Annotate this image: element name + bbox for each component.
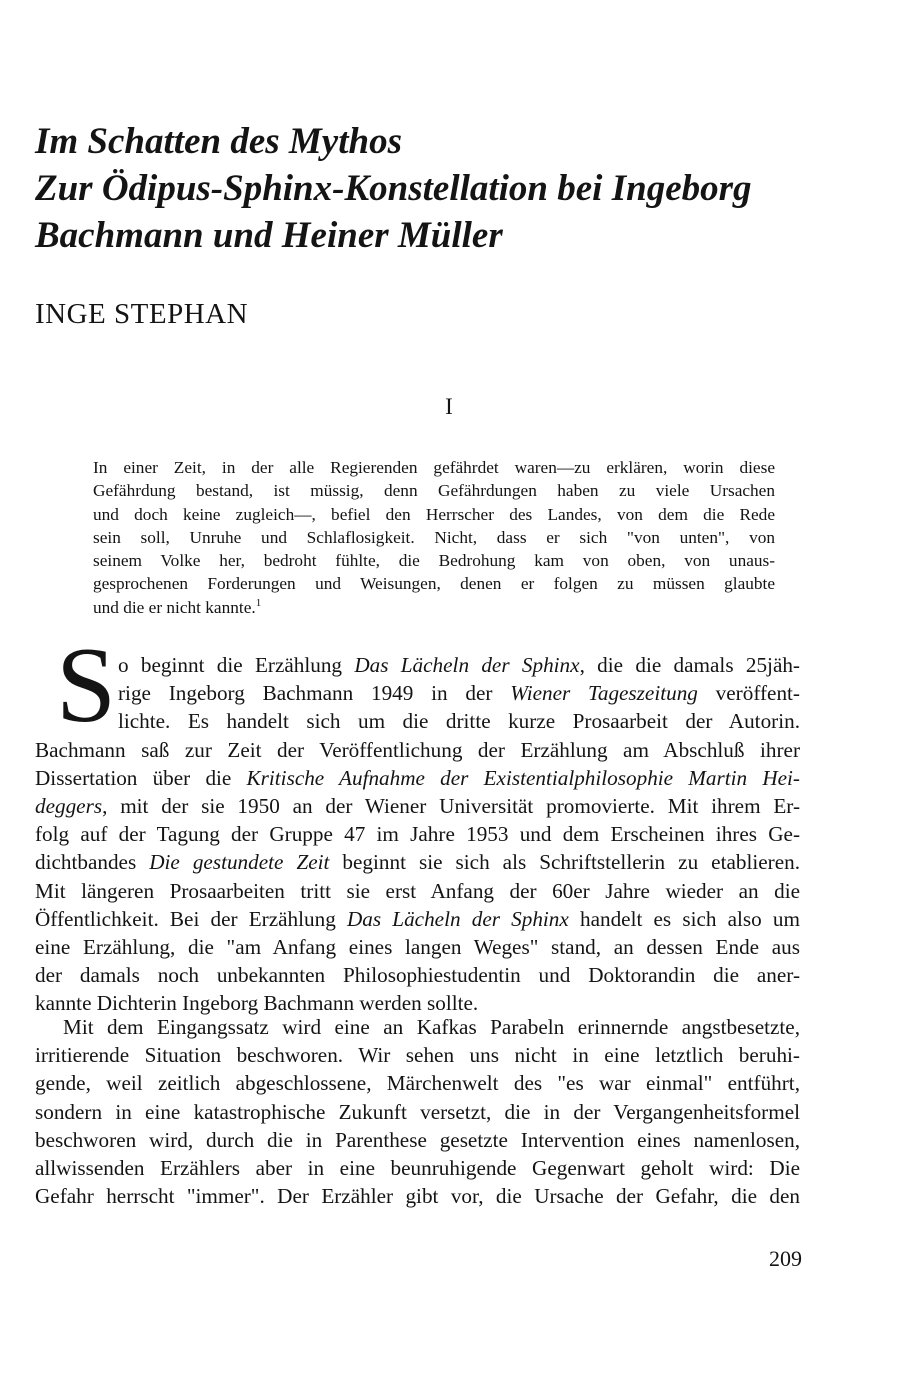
motto-quote — [93, 456, 775, 619]
text-run: beginnt sie sich als Schriftstellerin zu etablieren. — [329, 850, 800, 875]
motto-line: seinem Volke her, bedroht fühlte, die Bedrohung kam von oben, von unaus- — [93, 551, 775, 571]
article-title — [35, 118, 752, 259]
motto-line-last — [93, 596, 775, 619]
italic-title: Das Lächeln der Sphinx — [346, 906, 569, 931]
body-line: gende, weil zeitlich abgeschlossene, Märchenwelt des "es war einmal" entführt, — [35, 1071, 800, 1096]
body-line: kannte Dichterin Ingeborg Bachmann werden sollte. — [35, 991, 479, 1016]
paragraph-2 — [35, 1013, 800, 1210]
text-run: handelt es sich also um — [568, 906, 801, 931]
text-run: Dissertation über die — [35, 765, 247, 790]
title-line: Bachmann und Heiner Müller — [35, 215, 503, 256]
body-line: eine Erzählung, die "am Anfang eines langen Weges" stand, an dessen Ende aus — [35, 935, 800, 960]
author-name: INGE STEPHAN — [35, 298, 249, 330]
body-line: irritierende Situation beschworen. Wir sehen uns nicht in eine letztlich beruhi- — [35, 1043, 800, 1068]
body-line — [35, 651, 800, 679]
body-line: Mit längeren Prosaarbeiten tritt sie erst Anfang der 60er Jahre wieder an die — [35, 878, 800, 903]
italic-title: deggers — [35, 794, 103, 819]
title-line: Im Schatten des Mythos — [35, 121, 402, 162]
italic-title: Das Lächeln der Sphinx — [354, 653, 580, 677]
text-run: rige Ingeborg Bachmann 1949 in der — [118, 681, 511, 706]
text-run: dichtbandes — [35, 850, 150, 875]
paragraph-1 — [35, 651, 800, 1018]
text-run: o beginnt die Erzählung — [118, 653, 355, 677]
body-line — [35, 905, 800, 933]
motto-line: sein soll, Unruhe und Schlaflosigkeit. Nicht, dass er sich "von unten", von — [93, 527, 775, 547]
body-line: Gefahr herrscht "immer". Der Erzähler gibt vor, die Ursache der Gefahr, die den — [35, 1184, 800, 1209]
body-line: Bachmann saß zur Zeit der Veröffentlichung der Erzählung am Abschluß ihrer — [35, 737, 800, 762]
body-line: sondern in eine katastrophische Zukunft versetzt, die in der Vergangenheitsformel — [35, 1099, 800, 1124]
text-run: , die die damals 25jäh- — [579, 653, 800, 677]
italic-title: Wiener Tageszeitung — [510, 681, 698, 706]
motto-line: und doch keine zugleich—, befiel den Herrscher des Landes, von dem die Rede — [93, 504, 775, 524]
body-line — [35, 764, 800, 792]
italic-title: Die gestundete Zeit — [149, 850, 330, 875]
title-line: Zur Ödipus-Sphinx-Konstellation bei Ingeborg — [35, 168, 752, 209]
body-line: lichte. Es handelt sich um die dritte kurze Prosaarbeit der Autorin. — [118, 709, 800, 734]
footnote-ref: 1 — [255, 597, 262, 610]
body-line: Mit dem Eingangssatz wird eine an Kafkas Parabeln erinnernde angstbesetzte, — [63, 1015, 800, 1039]
body-line: beschworen wird, durch die in Parenthese gesetzte Intervention eines namenlosen, — [35, 1127, 800, 1152]
body-line: der damals noch unbekannten Philosophiestudentin und Doktorandin die aner- — [35, 963, 800, 988]
body-line — [35, 679, 800, 707]
motto-line-text: und die er nicht kannte. — [93, 597, 256, 617]
body-line: folg auf der Tagung der Gruppe 47 im Jahre 1953 und dem Erscheinen ihres Ge- — [35, 822, 800, 847]
motto-line: gesprochenen Forderungen und Weisungen, denen er folgen zu müssen glaubte — [93, 574, 775, 594]
text-run: Öffentlichkeit. Bei der Erzählung — [35, 906, 347, 931]
body-line — [35, 848, 800, 876]
text-run: , mit der sie 1950 an der Wiener Universität promovierte. Mit ihrem Er- — [102, 794, 800, 819]
section-heading: I — [445, 394, 453, 419]
drop-cap: S — [56, 626, 117, 745]
body-line — [35, 792, 800, 820]
motto-line: Gefährdung bestand, ist müssig, denn Gefährdungen haben zu viele Ursachen — [93, 481, 775, 501]
body-line: allwissenden Erzählers aber in eine beunruhigende Gegenwart geholt wird: Die — [35, 1156, 800, 1181]
page-number: 209 — [769, 1246, 802, 1271]
text-run: veröffent- — [697, 681, 800, 706]
italic-title: Kritische Aufnahme der Existentialphilosophie Martin Hei- — [246, 765, 800, 790]
motto-line: In einer Zeit, in der alle Regierenden gefährdet waren—zu erklären, worin diese — [93, 458, 775, 477]
